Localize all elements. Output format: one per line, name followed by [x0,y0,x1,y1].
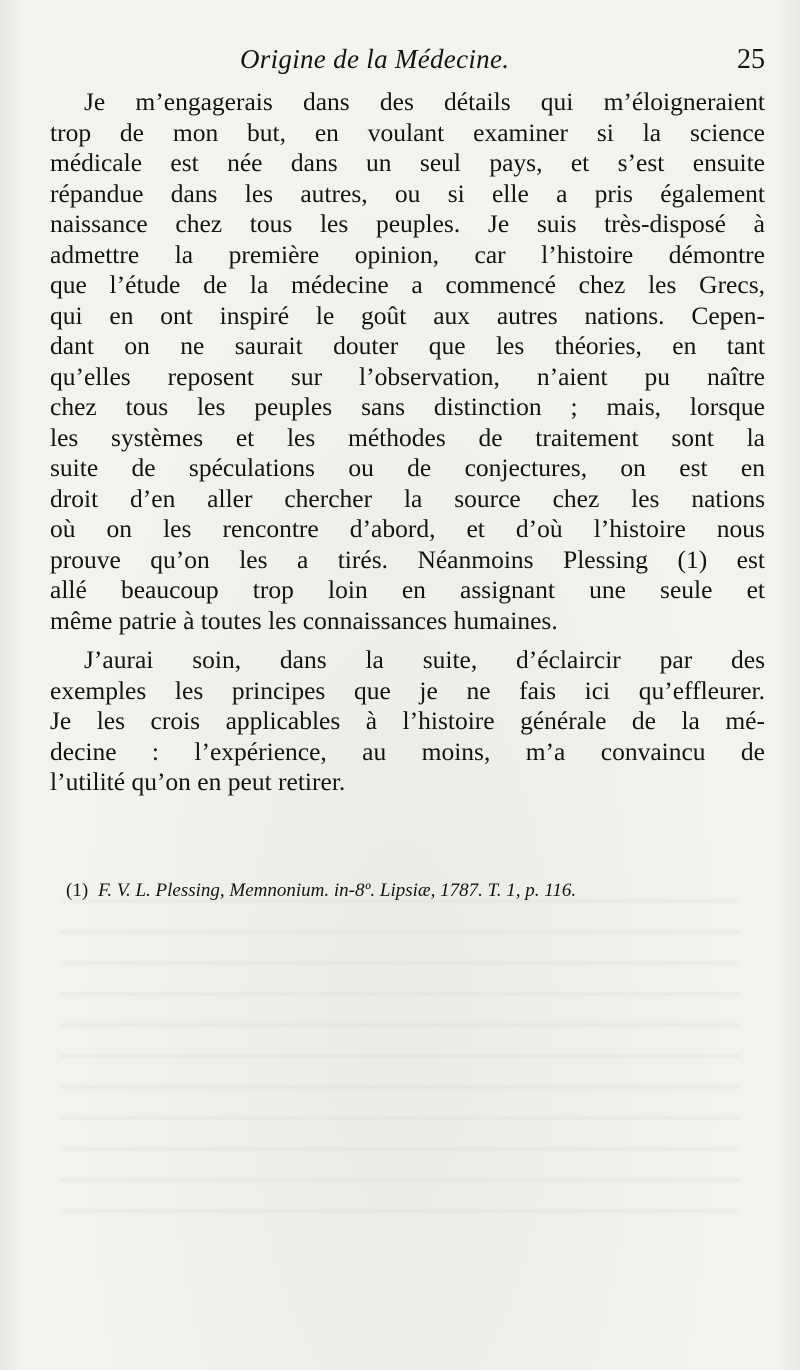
footnote [66,878,756,904]
text-line: médicale est née dans un seul pays, et s’est ensuite [50,148,765,177]
text-line: dant on ne saurait douter que les théories, en tant [50,331,765,360]
text-line: exemples les principes que je ne fais ici qu’effleurer. [50,675,765,705]
body-text [50,87,765,798]
text-line: Je m’engagerais dans des détails qui m’éloigneraient [84,87,765,116]
text-line: l’utilité qu’on en peut retirer. [50,767,346,796]
paragraph-2 [50,645,765,798]
text-line: qui en ont inspiré le goût aux autres nations. Cepen- [50,300,765,330]
text-line: Je les crois applicables à l’histoire générale de la mé- [50,706,765,735]
text-line: que l’étude de la médecine a commencé chez les Grecs, [50,270,765,299]
paragraph-1 [50,87,765,636]
show-through-texture [60,900,740,1230]
running-title: Origine de la Médecine. [240,44,510,74]
text-line: répandue dans les autres, ou si elle a pris également [50,178,765,208]
text-line: allé beaucoup trop loin en assignant une seule et [50,575,765,604]
text-line: où on les rencontre d’abord, et d’où l’histoire nous [50,514,765,543]
footnote-marker: (1) [66,880,89,901]
text-line: J’aurai soin, dans la suite, d’éclaircir par des [84,645,765,674]
page-number: 25 [737,44,765,75]
text-line: qu’elles reposent sur l’observation, n’aient pu naître [50,361,765,391]
paragraph-gap [50,636,765,645]
running-head [50,44,765,78]
text-line: prouve qu’on les a tirés. Néanmoins Plessing (1) est [50,544,765,574]
text-line: chez tous les peuples sans distinction ; mais, lorsque [50,392,765,421]
text-line: même patrie à toutes les connaissances humaines. [50,605,558,635]
text-line: naissance chez tous les peuples. Je suis très-disposé à [50,209,765,238]
text-line: admettre la première opinion, car l’histoire démontre [50,239,765,269]
footnote-text: F. V. L. Plessing, Memnonium. in-8º. Lipsiæ, 1787. T. 1, p. 116. [98,880,577,901]
text-line: droit d’en aller chercher la source chez les nations [50,483,765,513]
text-line: trop de mon but, en voulant examiner si la science [50,117,765,147]
text-line: les systèmes et les méthodes de traitement sont la [50,422,765,452]
text-line: decine : l’expérience, au moins, m’a convaincu de [50,736,765,766]
text-line: suite de spéculations ou de conjectures, on est en [50,453,765,482]
